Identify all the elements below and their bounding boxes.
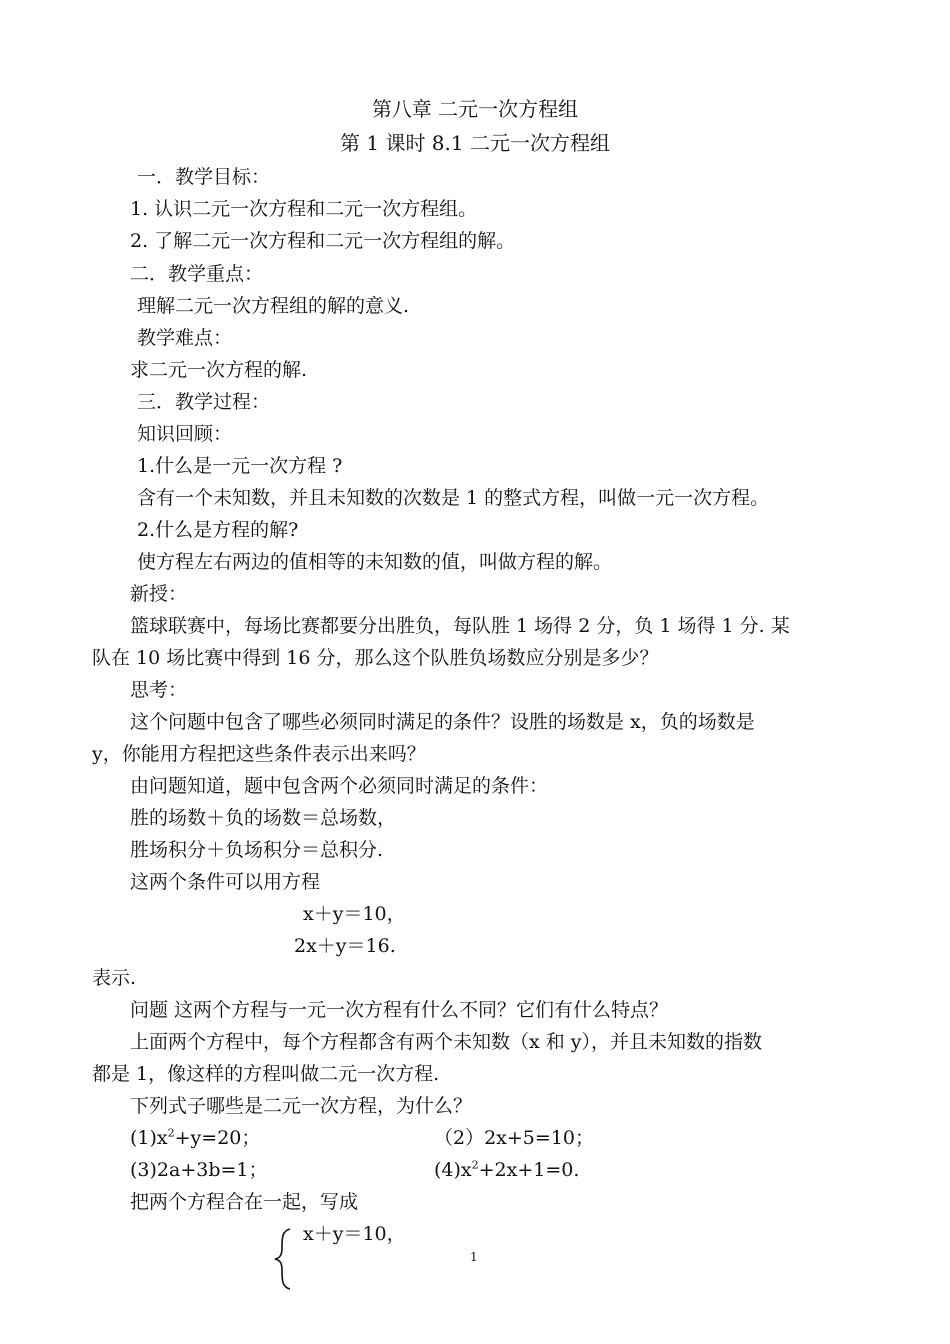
equation-outro: 表示. — [92, 967, 137, 989]
system-equation-1: x＋y＝10， — [303, 1223, 406, 1245]
exercise-3: (3)2a+3b=1； — [130, 1159, 268, 1181]
equation-intro: 这两个条件可以用方程 — [130, 871, 321, 893]
chapter-title: 第八章 二元一次方程组 — [371, 97, 579, 121]
think-heading: 思考： — [130, 679, 188, 701]
exercise-4-rest: +2x+1=0. — [478, 1159, 580, 1181]
condition-2: 胜场积分＋负场积分＝总积分. — [130, 839, 384, 861]
exercise-1-exponent: 2 — [167, 1126, 175, 1140]
lesson-title: 第 1 课时 8.1 二元一次方程组 — [340, 131, 610, 155]
exercise-4-base: (4)x — [434, 1159, 472, 1181]
definition-line-2: 都是 1，像这样的方程叫做二元一次方程. — [92, 1063, 440, 1085]
review-heading: 知识回顾： — [137, 423, 233, 445]
new-lesson-heading: 新授： — [130, 583, 188, 605]
problem-line-1: 篮球联赛中，每场比赛都要分出胜负，每队胜 1 场得 2 分，负 1 场得 1 分. 某 — [130, 615, 790, 637]
equation-2: 2x＋y＝16. — [294, 935, 396, 957]
question-line: 问题 这两个方程与一元一次方程有什么不同？它们有什么特点？ — [130, 999, 669, 1021]
exercise-1 — [130, 1125, 260, 1151]
difficulty-heading: 教学难点： — [137, 327, 233, 349]
exercise-2: （2）2x+5=10； — [434, 1127, 594, 1149]
process-heading: 三．教学过程： — [137, 391, 271, 413]
review-answer-2: 使方程左右两边的值相等的未知数的值，叫做方程的解。 — [137, 551, 613, 573]
combine-intro: 把两个方程合在一起，写成 — [130, 1191, 359, 1213]
condition-1: 胜的场数＋负的场数＝总场数， — [130, 807, 397, 829]
focus-heading: 二．教学重点： — [130, 263, 264, 285]
objective-item-1: 1. 认识二元一次方程和二元一次方程组。 — [130, 198, 478, 220]
exercise-1-base: (1)x — [130, 1127, 168, 1149]
exercise-1-rest: +y=20； — [174, 1127, 261, 1149]
problem-line-2: 队在 10 场比赛中得到 16 分，那么这个队胜负场数应分别是多少？ — [92, 647, 659, 669]
focus-text: 理解二元一次方程组的解的意义. — [137, 295, 410, 317]
difficulty-text: 求二元一次方程的解. — [130, 359, 308, 381]
definition-line-1: 上面两个方程中，每个方程都含有两个未知数（x 和 y），并且未知数的指数 — [130, 1031, 763, 1053]
objective-item-2: 2. 了解二元一次方程和二元一次方程组的解。 — [130, 230, 516, 252]
think-line-1: 这个问题中包含了哪些必须同时满足的条件？设胜的场数是 x，负的场数是 — [130, 711, 755, 733]
review-question-2: 2.什么是方程的解? — [137, 519, 299, 541]
review-answer-1: 含有一个未知数，并且未知数的次数是 1 的整式方程，叫做一元一次方程。 — [137, 487, 770, 509]
condition-intro: 由问题知道，题中包含两个必须同时满足的条件： — [130, 775, 549, 797]
left-brace-icon — [272, 1228, 294, 1290]
exercise-intro: 下列式子哪些是二元一次方程，为什么？ — [130, 1095, 473, 1117]
review-question-1: 1.什么是一元一次方程 ? — [137, 455, 343, 477]
objectives-heading: 一．教学目标： — [137, 166, 271, 188]
equation-1: x＋y＝10， — [303, 903, 406, 925]
exercise-4 — [434, 1157, 579, 1183]
exercise-4-exponent: 2 — [471, 1158, 479, 1172]
page-number: 1 — [470, 1250, 478, 1264]
think-line-2: y，你能用方程把这些条件表示出来吗？ — [92, 743, 426, 765]
